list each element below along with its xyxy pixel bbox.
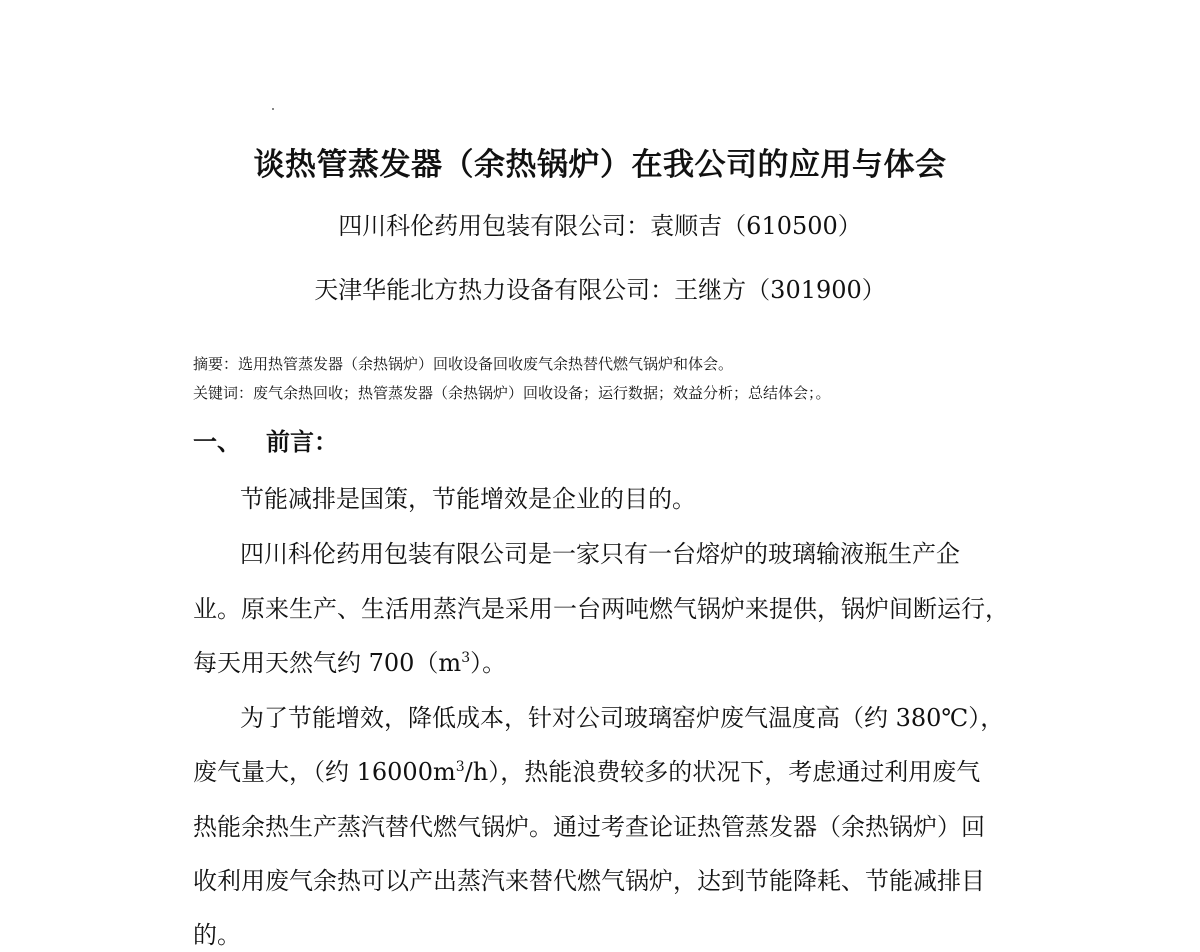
superscript-3: 3: [455, 759, 465, 775]
author-line-1: 四川科伦药用包装有限公司：袁顺吉（610500）: [338, 212, 862, 240]
paragraph-2-line-1: 四川科伦药用包装有限公司是一家只有一台熔炉的玻璃输液瓶生产企: [240, 540, 960, 568]
paragraph-2-line-2: 业。原来生产、生活用蒸汽是采用一台两吨燃气锅炉来提供，锅炉间断运行，: [193, 595, 1009, 623]
author-line-2: 天津华能北方热力设备有限公司：王继方（301900）: [314, 276, 886, 304]
paragraph-1: 节能减排是国策，节能增效是企业的目的。: [240, 485, 696, 513]
paragraph-2-line-3-end: ）。: [470, 649, 507, 677]
paragraph-3-line-4: 收利用废气余热可以产出蒸汽来替代燃气锅炉，达到节能降耗、节能减排目: [193, 867, 985, 895]
paragraph-2-line-3: [193, 651, 506, 675]
paragraph-3-line-2-text: 废气量大，（约 16000m: [193, 758, 456, 786]
paragraph-3-line-5: 的。: [193, 921, 241, 949]
paragraph-2-line-3-text: 每天用天然气约 700（m: [193, 649, 462, 677]
abstract: 摘要：选用热管蒸发器（余热锅炉）回收设备回收废气余热替代燃气锅炉和体会。: [193, 355, 734, 373]
scan-speck: [272, 108, 274, 110]
paragraph-3-line-2-end: /h），热能浪费较多的状况下，考虑通过利用废气: [464, 758, 981, 786]
section-heading: [193, 430, 338, 454]
keywords: 关键词：废气余热回收；热管蒸发器（余热锅炉）回收设备；运行数据；效益分析；总结体会；。: [193, 384, 831, 402]
section-number: 一、: [193, 428, 241, 456]
superscript-3: 3: [461, 650, 471, 666]
section-title: 前言：: [266, 428, 338, 456]
paragraph-3-line-3: 热能余热生产蒸汽替代燃气锅炉。通过考查论证热管蒸发器（余热锅炉）回: [193, 813, 985, 841]
document-title: 谈热管蒸发器（余热锅炉）在我公司的应用与体会: [253, 147, 947, 183]
paragraph-3-line-1: 为了节能增效，降低成本，针对公司玻璃窑炉废气温度高（约 380℃），: [240, 704, 1005, 732]
paragraph-3-line-2: [193, 760, 980, 784]
